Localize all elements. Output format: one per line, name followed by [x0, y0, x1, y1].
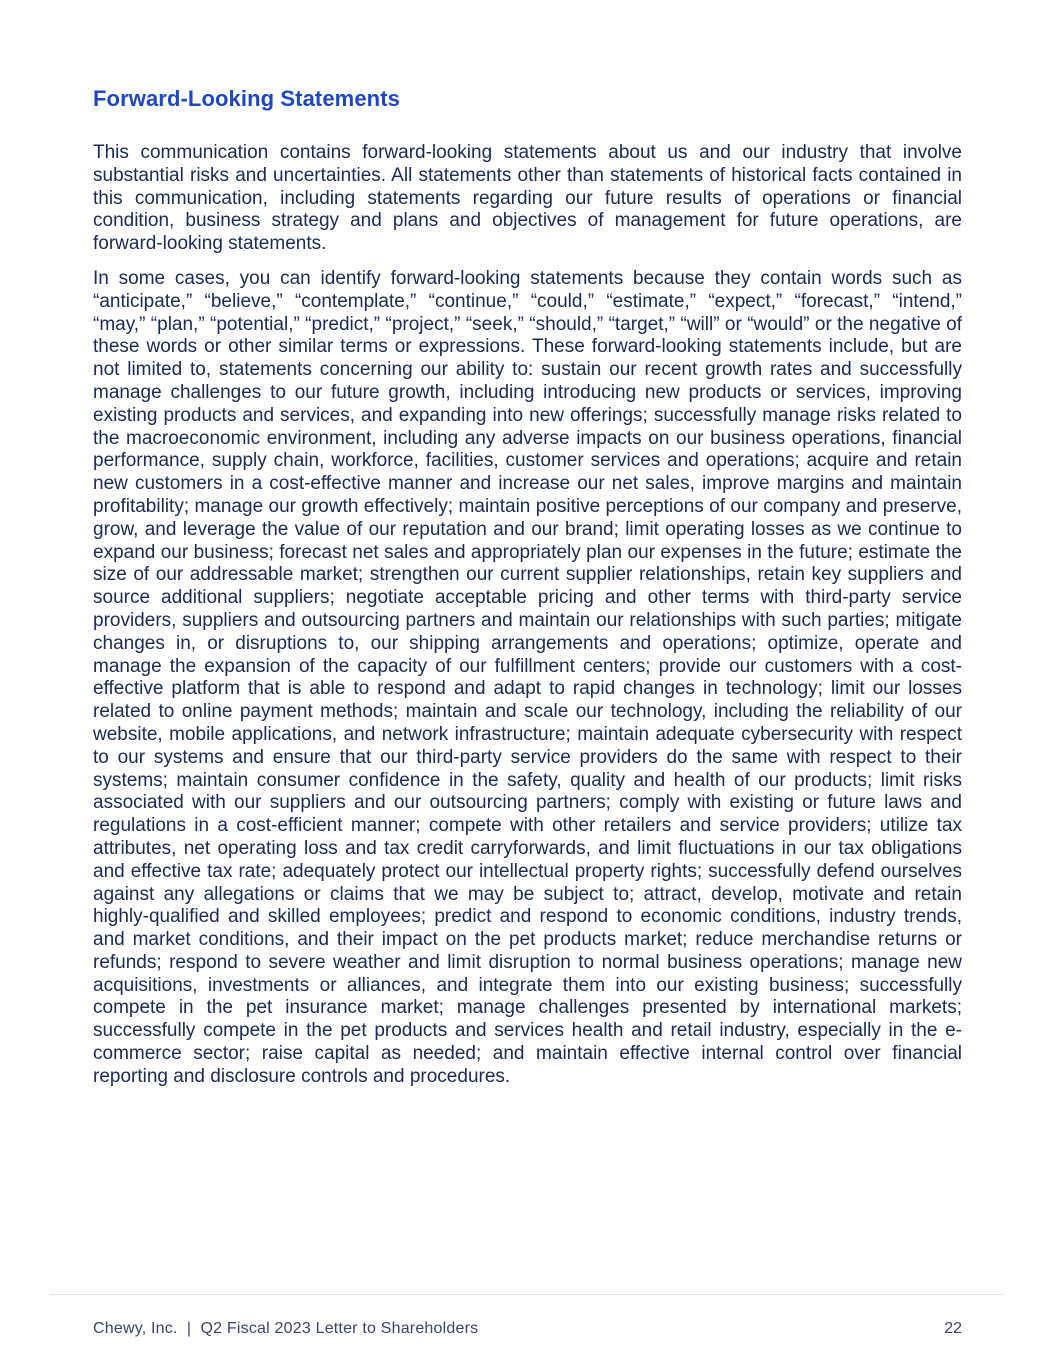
paragraph-examples: In some cases, you can identify forward-looking statements because they contain words such as “anticipate,” “believe,” “contemplate,” “continue,” “could,” “estimate,” “expect,” “forecast,” “intend,” “may,” “plan,” “potential,” “predict,” “project,” “seek,” “should,” “target,” “will” or “would” or the negative of these words or other similar terms or expressions. These forward-looking statements include, but are not limited to, statements concerning our ability to: sustain our recent growth rates and successfully manage challenges to our future growth, including introducing new products or services, improving existing products and services, and expanding into new offerings; successfully manage risks related to the macroeconomic environment, including any adverse impacts on our business operations, financial performance, supply chain, workforce, facilities, customer services and operations; acquire and retain new customers in a cost-effective manner and increase our net sales, improve margins and maintain profitability; manage our growth effectively; maintain positive perceptions of our company and preserve, grow, and leverage the value of our reputation and our brand; limit operating losses as we continue to expand our business; forecast net sales and appropriately plan our expenses in the future; estimate the size of our addressable market; strengthen our current supplier relationships, retain key suppliers and source additional suppliers; negotiate acceptable pricing and other terms with third-party service providers, suppliers and outsourcing partners and maintain our relationships with such parties; mitigate changes in, or disruptions to, our shipping arrangements and operations; optimize, operate and manage the expansion of the capacity of our fulfillment centers; provide our customers with a cost-effective platform that is able to respond and adapt to rapid changes in technology; limit our losses related to online payment methods; maintain and scale our technology, including the reliability of our website, mobile applications, and network infrastructure; maintain adequate cybersecurity with respect to our systems and ensure that our third-party service providers do the same with respect to their systems; maintain consumer confidence in the safety, quality and health of our products; limit risks associated with our suppliers and our outsourcing partners; comply with existing or future laws and regulations in a cost-efficient manner; compete with other retailers and service providers; utilize tax attributes, net operating loss and tax credit carryforwards, and limit fluctuations in our tax obligations and effective tax rate; adequately protect our intellectual property rights; successfully defend ourselves against any allegations or claims that we may be subject to; attract, develop, motivate and retain highly-qualified and skilled employees; predict and respond to economic conditions, industry trends, and market conditions, and their impact on the pet products market; reduce merchandise returns or refunds; respond to severe weather and limit disruption to normal business operations; manage new acquisitions, investments or alliances, and integrate them into our existing business; successfully compete in the pet insurance market; manage challenges presented by international markets; successfully compete in the pet products and services health and retail industry, especially in the e-commerce sector; raise capital as needed; and maintain effective internal control over financial reporting and disclosure controls and procedures.	[93, 267, 962, 1087]
body-text	[93, 142, 962, 1101]
section-heading: Forward-Looking Statements	[93, 86, 400, 111]
page-number: 22	[944, 1320, 962, 1337]
footer-document-title: Chewy, Inc. | Q2 Fiscal 2023 Letter to Shareholders	[93, 1320, 479, 1337]
paragraph-intro: This communication contains forward-looking statements about us and our industry that involve substantial risks and uncertainties. All statements other than statements of historical facts contained in this communication, including statements regarding our future results of operations or financial condition, business strategy and plans and objectives of management for future operations, are forward-looking statements.	[93, 142, 962, 255]
footer-divider	[50, 1294, 1005, 1295]
